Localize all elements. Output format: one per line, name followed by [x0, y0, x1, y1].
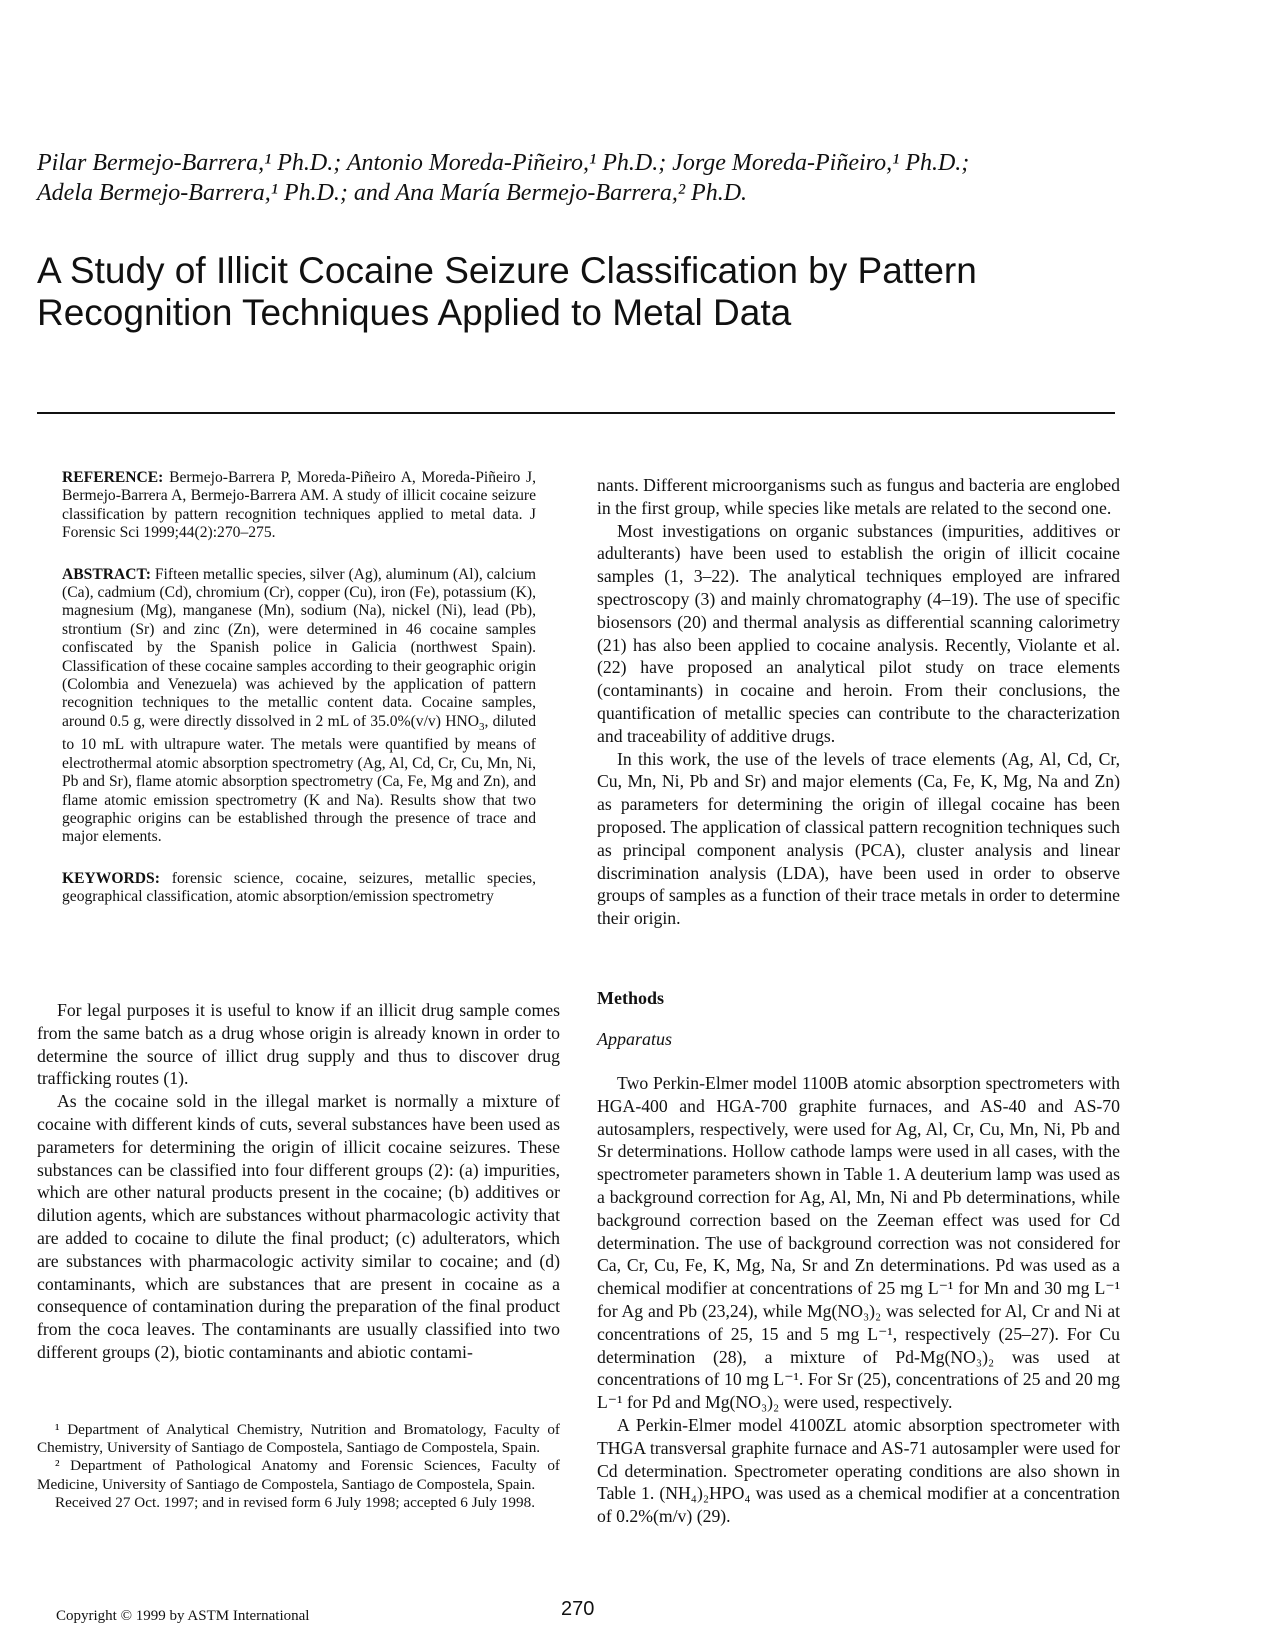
title-line-1: A Study of Illicit Cocaine Seizure Classification by Pattern	[37, 250, 977, 291]
page-number: 270	[561, 1598, 595, 1620]
footnotes	[37, 1421, 560, 1512]
title-divider	[37, 412, 1115, 414]
article-title	[37, 250, 1127, 334]
right-paragraph-1: nants. Different microorganisms such as fungus and bacteria are englobed in the first group, while species like metals are related to the second one.	[597, 475, 1120, 518]
reference-text: Bermejo-Barrera P, Moreda-Piñeiro A, Moreda-Piñeiro J, Bermejo-Barrera A, Bermejo-Barrera AM. A study of illicit cocaine seizure classification by pattern recognition techniques applied to metal data. J Forensic Sci 1999;44(2):270–275.	[62, 469, 536, 542]
footnote-2: ² Department of Pathological Anatomy and Forensic Sciences, Faculty of Medicine, University of Santiago de Compostela, Santiago de Compostela, Spain.	[37, 1457, 560, 1493]
right-paragraph-3: In this work, the use of the levels of trace elements (Ag, Al, Cd, Cr, Cu, Mn, Ni, Pb and Sr) and major elements (Ca, Fe, K, Mg, Na and Zn) as parameters for determining the origin of illegal cocaine has been proposed. The application of classical pattern recognition techniques such as principal component analysis (PCA), cluster analysis and linear discrimination analysis (LDA), have been used in order to observe groups of samples as a function of their trace metals in order to determine their origin.	[597, 748, 1120, 929]
right-paragraph-2: Most investigations on organic substances (impurities, additives or adulterants) have been used to establish the origin of illicit cocaine samples (1, 3–22). The analytical techniques employed are infrared spectroscopy (3) and mainly chromatography (4–19). The use of specific biosensors (20) and thermal analysis as differential scanning calorimetry (21) has also been applied to cocaine analysis. Recently, Violante et al. (22) have proposed an analytical pilot study on trace elements (contaminants) in cocaine and heroin. From their conclusions, the quantification of metallic species can contribute to the characterization and traceability of additive drugs.	[597, 520, 1120, 746]
reference-label: REFERENCE:	[62, 469, 164, 486]
methods-paragraph-2: A Perkin-Elmer model 4100ZL atomic absorption spectrometer with THGA transversal graphite furnace and AS-71 autosampler were used for Cd determination. Spectrometer operating conditions are also shown in Table 1. (NH₄)₂HPO₄ was used as a chemical modifier at a concentration of 0.2%(m/v) (29).	[597, 1414, 1120, 1527]
footnote-1: ¹ Department of Analytical Chemistry, Nutrition and Bromatology, Faculty of Chemistry, University of Santiago de Compostela, Santiago de Compostela, Spain.	[37, 1421, 560, 1457]
methods-paragraph-1: Two Perkin-Elmer model 1100B atomic absorption spectrometers with HGA-400 and HGA-700 graphite furnaces, and AS-40 and AS-70 autosamplers, respectively, were used for Ag, Al, Cr, Cu, Mn, Ni, Pb and Sr determinations. Hollow cathode lamps were used in all cases, with the spectrometer parameters shown in Table 1. A deuterium lamp was used as a background correction for Ag, Al, Mn, Ni and Pb determinations, while background correction based on the Zeeman effect was used for Cd determination. The use of background correction was not considered for Ca, Cr, Cu, Fe, K, Mg, Na, Sr and Zn determinations. Pd was used as a chemical modifier at concentrations of 25 mg L⁻¹ for Mn and 30 mg L⁻¹ for Ag and Pb (23,24), while Mg(NO₃)₂ was selected for Al, Cr and Ni at concentrations of 25, 15 and 5 mg L⁻¹, respectively (25–27). For Cu determination (28), a mixture of Pd-Mg(NO₃)₂ was used at concentrations of 10 mg L⁻¹. For Sr (25), concentrations of 25 and 20 mg L⁻¹ for Pd and Mg(NO₃)₂ were used, respectively.	[597, 1073, 1120, 1413]
author-line-2: Adela Bermejo-Barrera,¹ Ph.D.; and Ana María Bermejo-Barrera,² Ph.D.	[37, 180, 748, 206]
intro-paragraph-1: For legal purposes it is useful to know if an illicit drug sample comes from the same batch as a drug whose origin is already known in order to determine the source of illict drug supply and thus to discover drug trafficking routes (1).	[37, 1000, 560, 1089]
author-line-1: Pilar Bermejo-Barrera,¹ Ph.D.; Antonio Moreda-Piñeiro,¹ Ph.D.; Jorge Moreda-Piñeiro,¹ Ph.D.;	[37, 150, 970, 176]
intro-paragraph-2: As the cocaine sold in the illegal market is normally a mixture of cocaine with different kinds of cuts, several substances have been used as parameters for determining the origin of illicit cocaine seizures. These substances can be classified into four different groups (2): (a) impurities, which are other natural products present in the cocaine; (b) additives or dilution agents, which are substances without pharmacologic activity that are added to cocaine to dilute the final product; (c) adulterators, which are substances with pharmacologic activity similar to cocaine; and (d) contaminants, which are substances that are present in cocaine as a consequence of contamination during the preparation of the final product from the coca leaves. The contaminants are usually classified into two different groups (2), biotic contaminants and abiotic contami-	[37, 1091, 560, 1362]
apparatus-subheading: Apparatus	[597, 1029, 673, 1049]
abstract-text-a: Fifteen metallic species, silver (Ag), aluminum (Al), calcium (Ca), cadmium (Cd), chromium (Cr), copper (Cu), iron (Fe), potassium (K), magnesium (Mg), manganese (Mn), sodium (Na), nickel (Ni), lead (Pb), strontium (Sr) and zinc (Zn), were determined in 46 cocaine samples confiscated by the Spanish police in Galicia (northwest Spain). Classification of these cocaine samples according to their geographic origin (Colombia and Venezuela) was achieved by the application of pattern recognition techniques to the metallic content data. Cocaine samples, around 0.5 g, were directly dissolved in 2 mL of 35.0%(v/v) HNO	[62, 565, 536, 730]
abstract-label: ABSTRACT:	[62, 565, 151, 583]
title-line-2: Recognition Techniques Applied to Metal Data	[37, 292, 792, 333]
reference-paragraph	[62, 469, 536, 543]
keywords-text: forensic science, cocaine, seizures, metallic species, geographical classification, atomic absorption/emission spectrometry	[62, 869, 536, 906]
keywords-paragraph	[62, 870, 536, 907]
abstract-subscript: 3	[478, 720, 485, 733]
author-list	[37, 148, 1117, 208]
keywords-label: KEYWORDS:	[62, 869, 160, 887]
copyright-notice: Copyright © 1999 by ASTM International	[56, 1608, 310, 1624]
left-column-body	[37, 999, 560, 1364]
methods-heading: Methods	[597, 988, 664, 1008]
methods-body	[597, 1072, 1120, 1528]
right-column-body	[597, 474, 1120, 930]
abstract-paragraph	[62, 566, 536, 847]
abstract-text-b: , diluted to 10 mL with ultrapure water. The metals were quantified by means of electrothermal atomic absorption spectrometry (Ag, Al, Cd, Cr, Cu, Mn, Ni, Pb and Sr), flame atomic absorption spectrometry (Ca, Fe, Mg and Zn), and flame atomic emission spectrometry (K and Na). Results show that two geographic origins can be established through the presence of trace and major elements.	[62, 712, 536, 846]
received-dates: Received 27 Oct. 1997; and in revised form 6 July 1998; accepted 6 July 1998.	[55, 1493, 535, 1511]
abstract-block	[62, 469, 536, 907]
